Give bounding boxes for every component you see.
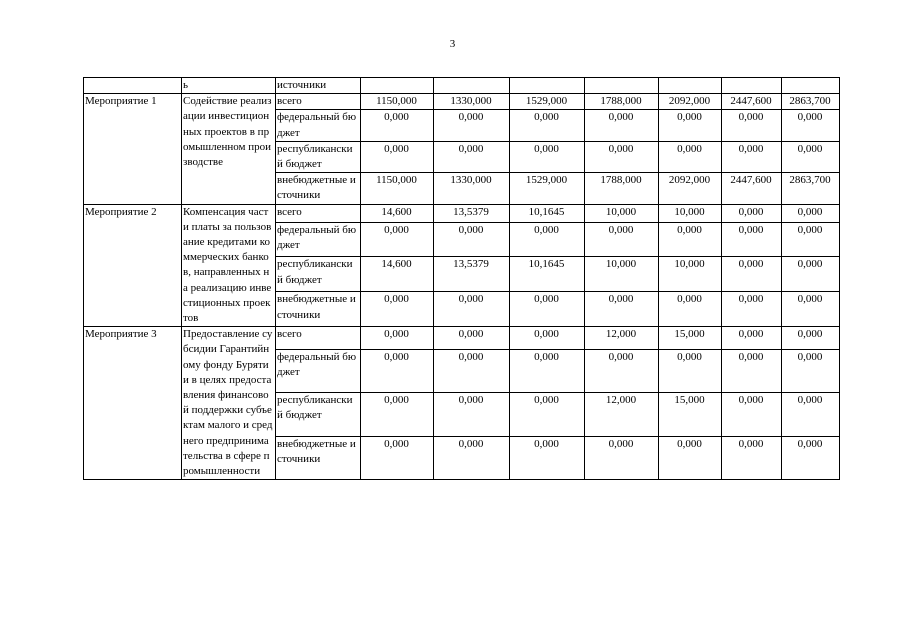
value-cell: 0,000	[722, 222, 782, 257]
measure-cell	[84, 78, 182, 94]
value-cell: 0,000	[782, 436, 840, 480]
funding-source-cell: внебюджетные источники	[276, 292, 361, 327]
value-cell: 0,000	[722, 257, 782, 292]
value-cell: 0,000	[659, 141, 722, 172]
value-cell: 0,000	[585, 292, 659, 327]
value-cell: 10,1645	[510, 204, 585, 222]
value-cell: 0,000	[434, 349, 510, 393]
value-cell: 0,000	[510, 349, 585, 393]
value-cell	[361, 78, 434, 94]
value-cell: 0,000	[361, 436, 434, 480]
value-cell: 10,1645	[510, 257, 585, 292]
value-cell: 1330,000	[434, 173, 510, 204]
value-cell	[510, 78, 585, 94]
value-cell: 1788,000	[585, 173, 659, 204]
value-cell: 1150,000	[361, 94, 434, 110]
table-row	[84, 327, 840, 349]
value-cell: 2447,600	[722, 173, 782, 204]
funding-source-cell: федеральный бюджет	[276, 222, 361, 257]
value-cell: 0,000	[782, 204, 840, 222]
value-cell: 2863,700	[782, 173, 840, 204]
value-cell: 15,000	[659, 327, 722, 349]
value-cell: 0,000	[782, 257, 840, 292]
value-cell: 0,000	[659, 110, 722, 141]
value-cell: 0,000	[510, 141, 585, 172]
value-cell: 0,000	[510, 327, 585, 349]
value-cell	[585, 78, 659, 94]
value-cell: 0,000	[722, 141, 782, 172]
funding-source-cell: республиканский бюджет	[276, 257, 361, 292]
value-cell: 0,000	[722, 110, 782, 141]
value-cell: 0,000	[585, 222, 659, 257]
value-cell: 10,000	[585, 204, 659, 222]
value-cell	[659, 78, 722, 94]
value-cell	[782, 78, 840, 94]
value-cell: 0,000	[510, 110, 585, 141]
value-cell: 14,600	[361, 204, 434, 222]
value-cell: 0,000	[361, 393, 434, 437]
value-cell: 0,000	[434, 436, 510, 480]
value-cell: 0,000	[722, 204, 782, 222]
value-cell	[722, 78, 782, 94]
funding-source-cell: федеральный бюджет	[276, 110, 361, 141]
value-cell: 0,000	[782, 393, 840, 437]
value-cell: 0,000	[782, 327, 840, 349]
value-cell: 0,000	[510, 393, 585, 437]
value-cell: 0,000	[782, 222, 840, 257]
measure-name-cell: Мероприятие 3	[84, 327, 182, 480]
value-cell: 0,000	[722, 436, 782, 480]
value-cell: 0,000	[585, 349, 659, 393]
value-cell: 12,000	[585, 393, 659, 437]
funding-source-cell: республиканский бюджет	[276, 141, 361, 172]
value-cell: 0,000	[722, 349, 782, 393]
value-cell: 0,000	[782, 292, 840, 327]
value-cell: 1529,000	[510, 173, 585, 204]
value-cell: 2863,700	[782, 94, 840, 110]
value-cell: 1150,000	[361, 173, 434, 204]
source-cell: источники	[276, 78, 361, 94]
table-body	[84, 78, 840, 480]
value-cell: 0,000	[361, 222, 434, 257]
value-cell: 10,000	[659, 204, 722, 222]
value-cell: 0,000	[361, 349, 434, 393]
value-cell: 10,000	[659, 257, 722, 292]
value-cell: 0,000	[510, 436, 585, 480]
table-row	[84, 78, 840, 94]
table-row	[84, 204, 840, 222]
funding-source-cell: всего	[276, 94, 361, 110]
value-cell: 1788,000	[585, 94, 659, 110]
value-cell: 0,000	[585, 436, 659, 480]
value-cell: 0,000	[434, 292, 510, 327]
page-number: 3	[449, 38, 456, 50]
measure-description-cell: Содействие реализации инвестиционных проектов в промышленном производстве	[182, 94, 276, 204]
funding-source-cell: республиканский бюджет	[276, 393, 361, 437]
value-cell: 0,000	[361, 141, 434, 172]
value-cell: 0,000	[434, 141, 510, 172]
value-cell: 0,000	[585, 141, 659, 172]
value-cell: 0,000	[361, 327, 434, 349]
value-cell: 2092,000	[659, 173, 722, 204]
value-cell: 15,000	[659, 393, 722, 437]
value-cell: 0,000	[722, 393, 782, 437]
value-cell: 0,000	[434, 327, 510, 349]
value-cell: 10,000	[585, 257, 659, 292]
value-cell: 12,000	[585, 327, 659, 349]
value-cell: 2092,000	[659, 94, 722, 110]
value-cell: 1529,000	[510, 94, 585, 110]
value-cell: 0,000	[659, 436, 722, 480]
value-cell: 0,000	[361, 110, 434, 141]
funding-source-cell: федеральный бюджет	[276, 349, 361, 393]
value-cell: 0,000	[510, 292, 585, 327]
value-cell: 13,5379	[434, 257, 510, 292]
measure-name-cell: Мероприятие 1	[84, 94, 182, 204]
value-cell: 14,600	[361, 257, 434, 292]
value-cell: 13,5379	[434, 204, 510, 222]
value-cell: 0,000	[722, 327, 782, 349]
funding-source-cell: всего	[276, 204, 361, 222]
budget-table	[83, 77, 840, 480]
value-cell: 0,000	[782, 110, 840, 141]
funding-source-cell: внебюджетные источники	[276, 436, 361, 480]
funding-source-cell: всего	[276, 327, 361, 349]
value-cell: 0,000	[782, 141, 840, 172]
funding-source-cell: внебюджетные источники	[276, 173, 361, 204]
value-cell: 0,000	[510, 222, 585, 257]
value-cell: 0,000	[659, 349, 722, 393]
value-cell: 2447,600	[722, 94, 782, 110]
measure-description-cell: Предоставление субсидии Гарантийному фонду Бурятии в целях предоставления финансовой поддержки субъектам малого и среднего предпринимательства в сфере промышленности	[182, 327, 276, 480]
value-cell: 0,000	[659, 222, 722, 257]
value-cell: 0,000	[434, 222, 510, 257]
value-cell: 0,000	[361, 292, 434, 327]
measure-description-cell: Компенсация части платы за пользование кредитами коммерческих банков, направленных на реализацию инвестиционных проектов	[182, 204, 276, 327]
measure-name-cell: Мероприятие 2	[84, 204, 182, 327]
value-cell: 0,000	[585, 110, 659, 141]
value-cell: 0,000	[659, 292, 722, 327]
value-cell	[434, 78, 510, 94]
value-cell: 0,000	[722, 292, 782, 327]
value-cell: 0,000	[782, 349, 840, 393]
table-row	[84, 94, 840, 110]
value-cell: 1330,000	[434, 94, 510, 110]
value-cell: 0,000	[434, 110, 510, 141]
value-cell: 0,000	[434, 393, 510, 437]
description-cell: ь	[182, 78, 276, 94]
